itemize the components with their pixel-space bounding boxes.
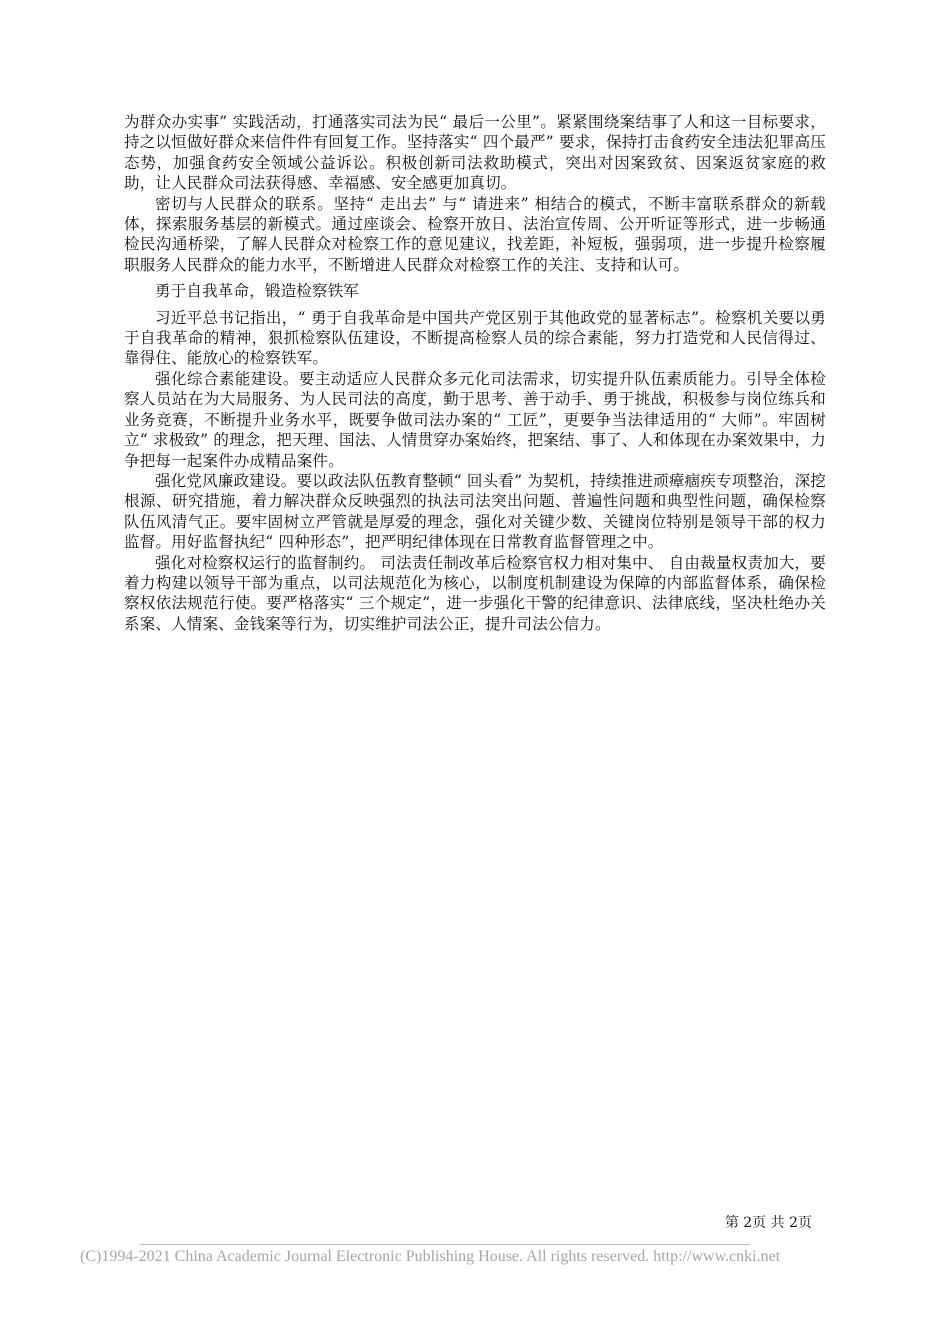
- paragraph-power-supervision: 强化对检察权运行的监督制约。 司法责任制改革后检察官权力相对集中、 自由裁量权责加大，要着力构建以领导干部为重点，以司法规范化为核心，以制度机制建设为保障的内部监督体系，确保检察权依法规范行使。要严格落实“ 三个规定”，进一步强化干警的纪律意识、法律底线，坚决杜绝办关系案、人情案、金钱案等行为，切实维护司法公正，提升司法公信力。: [124, 553, 826, 633]
- paragraph-continuation: 为群众办实事” 实践活动，打通落实司法为民“ 最后一公里”。紧紧围绕案结事了人和这一目标要求，持之以恒做好群众来信件件有回复工作。坚持落实“ 四个最严” 要求，保持打击食药安全违法犯罪高压态势，加强食药安全领域公益诉讼。积极创新司法救助模式，突出对因案致贫、因案返贫家庭的救助，让人民群众司法获得感、幸福感、安全感更加真切。: [124, 113, 826, 193]
- page-number: 第 2页 共 2页: [724, 1215, 812, 1231]
- section-heading: 勇于自我革命，锻造检察铁军: [155, 282, 360, 301]
- paragraph-competence-building: 强化综合素能建设。要主动适应人民群众多元化司法需求，切实提升队伍素质能力。引导全体检察人员站在为大局服务、为人民司法的高度，勤于思考、善于动手、勇于挑战，积极参与岗位练兵和业务竞赛，不断提升业务水平，既要争做司法办案的“ 工匠”，更要争当法律适用的“ 大师”。牢固树立“ 求极致” 的理念，把天理、国法、人情贯穿办案始终，把案结、事了、人和体现在办案效果中，力争把每一起案件办成精品案件。: [124, 369, 826, 470]
- document-body: [124, 112, 826, 634]
- paragraph-integrity-building: 强化党风廉政建设。要以政法队伍教育整顿“ 回头看” 为契机，持续推进顽瘴痼疾专项整治，深挖根源、研究措施，着力解决群众反映强烈的执法司法突出问题、普遍性问题和典型性问题，确保检察队伍风清气正。要牢固树立严管就是厚爱的理念，强化对关键少数、关键岗位特别是领导干部的权力监督。用好监督执纪“ 四种形态”，把严明纪律体现在日常教育监督管理之中。: [124, 471, 826, 552]
- copyright-watermark: (C)1994-2021 China Academic Journal Electronic Publishing House. All rights reserved. http://www.cnki.net: [80, 1248, 781, 1265]
- paragraph-contact-masses: 密切与人民群众的联系。坚持“ 走出去” 与“ 请进来” 相结合的模式，不断丰富联系群众的新载体，探索服务基层的新模式。通过座谈会、检察开放日、法治宣传周、公开听证等形式，进一步畅通检民沟通桥梁，了解人民群众对检察工作的意见建议，找差距，补短板，强弱项，进一步提升检察履职服务人民群众的能力水平，不断增进人民群众对检察工作的关注、支持和认可。: [124, 194, 826, 274]
- paragraph-self-revolution: 习近平总书记指出，“ 勇于自我革命是中国共产党区别于其他政党的显著标志”。检察机关要以勇于自我革命的精神，狠抓检察队伍建设，不断提高检察人员的综合素能，努力打造党和人民信得过、靠得住、能放心的检察铁军。: [124, 308, 826, 368]
- footer-divider: [140, 1244, 750, 1245]
